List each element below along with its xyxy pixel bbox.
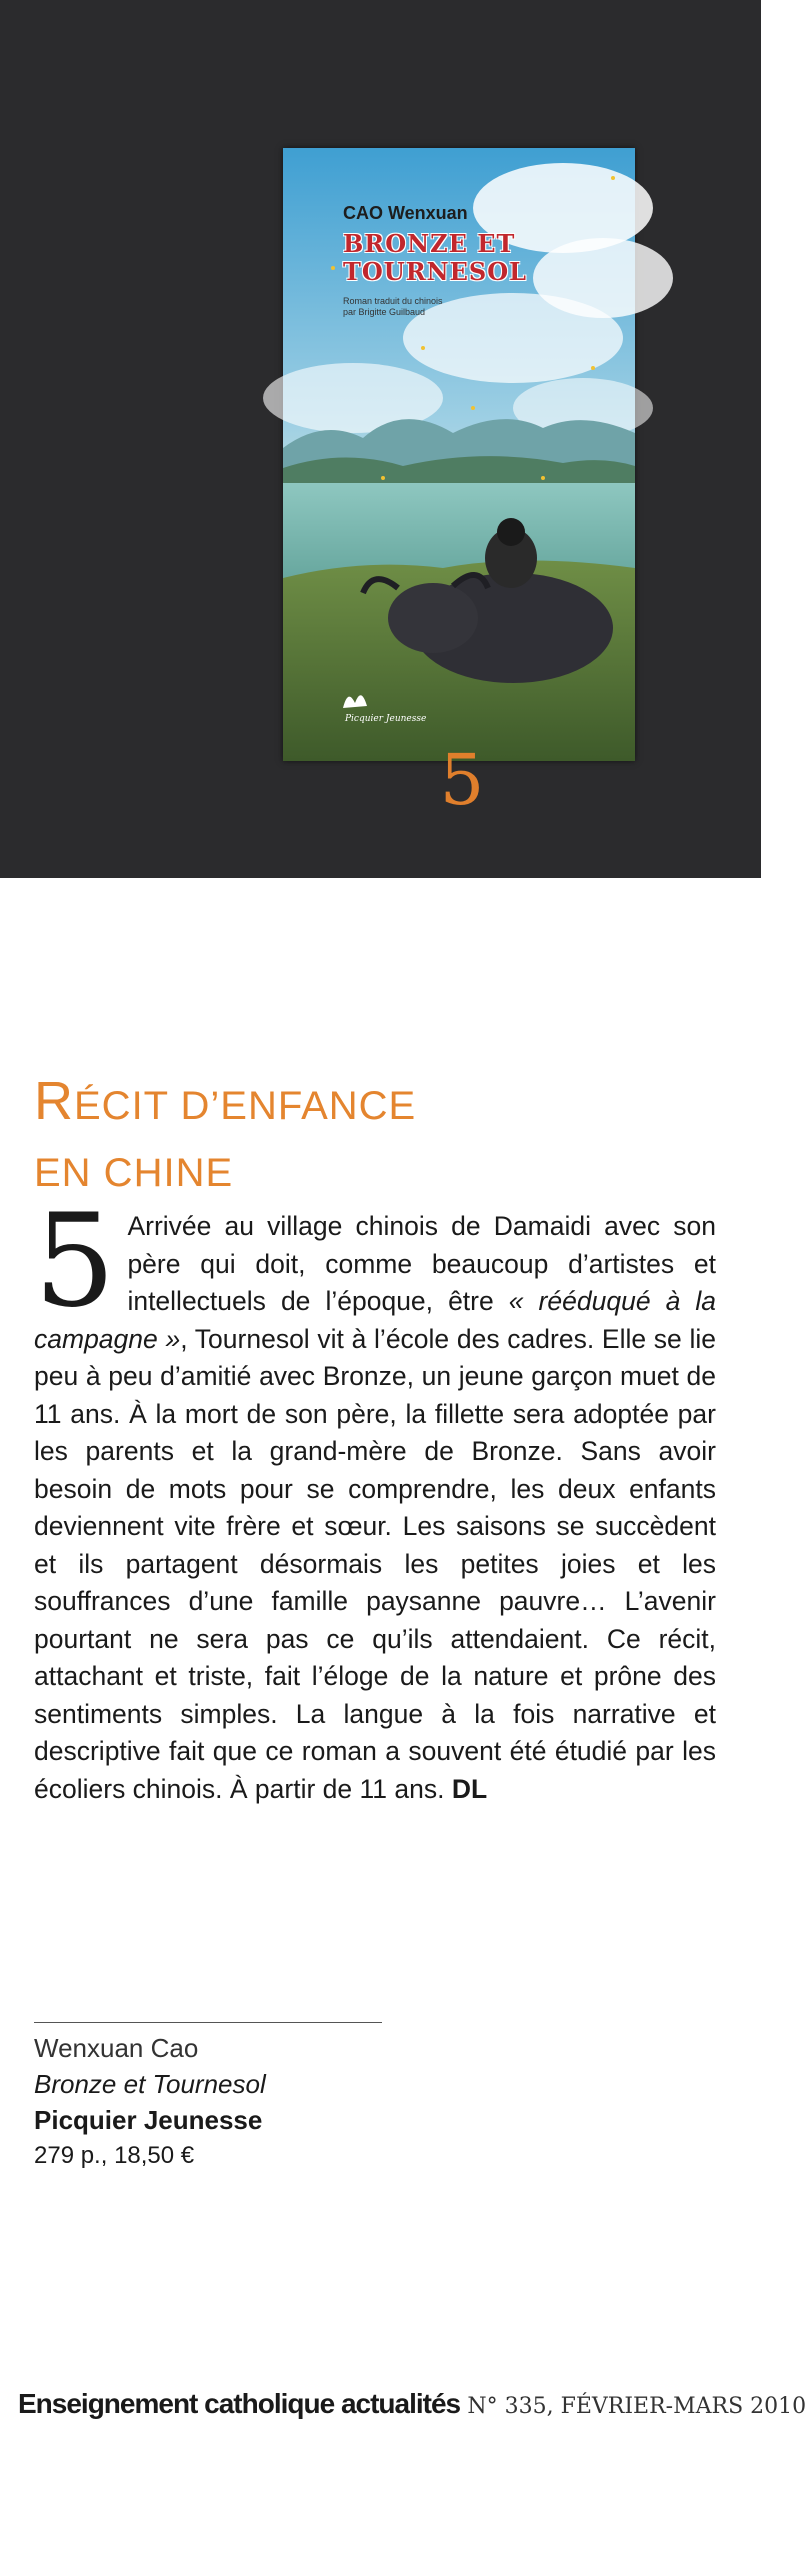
footer-issue: N° 335, FÉVRIER-MARS 2010 <box>467 2394 806 2419</box>
article-title <box>34 1070 714 1204</box>
body-quote: « rééduqué à la campagne » <box>34 1286 716 1354</box>
credit-book-title: Bronze et Tournesol <box>34 2069 266 2099</box>
cover-subtitle-line2: par Brigitte Guilbaud <box>343 307 426 317</box>
cover-subtitle-line1: Roman traduit du chinois <box>343 296 443 306</box>
footer-magazine: Enseignement catholique actualités <box>18 2388 461 2419</box>
cover-subtitle <box>343 296 503 318</box>
title-line1-rest: ÉCIT D’ENFANCE <box>74 1084 417 1128</box>
drop-cap-number: 5 <box>34 1187 116 1336</box>
article-title-line2 <box>34 1137 714 1204</box>
page-footer <box>18 2388 806 2420</box>
credit-author: Wenxuan Cao <box>34 2033 199 2063</box>
title-line2-lead: EN C <box>34 1151 134 1195</box>
cover-title-line1: BRONZE ET <box>343 229 516 258</box>
credit-details: 279 p., 18,50 € <box>34 2142 195 2169</box>
title-line1-initial: R <box>34 1071 74 1131</box>
credit-publisher: Picquier Jeunesse <box>34 2105 263 2135</box>
body-rest: , Tournesol vit à l’école des cadres. Elle se lie peu à peu d’amitié avec Bronze, un jeune garçon muet de 11 ans. À la mort de son père, la fillette sera adoptée par les parents et la grand-mère de Bronze. Sans avoir besoin de mots pour se comprendre, les deux enfants deviennent vite frère et sœur. Les saisons se succèdent et ils partagent désormais les petites joies et les souffrances d’une famille paysanne pauvre… L’avenir pourtant ne sera pas ce qu’ils attendaient. Ce récit, attachant et triste, fait l’éloge de la nature et prône des sentiments simples. La langue à la fois narrative et descriptive fait que ce roman a souvent été étudié par les écoliers chinois. À partir de 11 ans. <box>34 1323 716 1804</box>
title-line2-rest: HINE <box>133 1151 234 1195</box>
article-title-line1 <box>34 1070 714 1137</box>
article-body <box>34 1187 716 1808</box>
author-signature: DL <box>451 1773 488 1804</box>
cover-title <box>343 230 603 286</box>
book-cover <box>283 148 635 761</box>
book-credits <box>34 2030 534 2174</box>
rank-number: 5 <box>439 739 485 821</box>
cover-author: CAO Wenxuan <box>343 203 468 223</box>
cover-publisher: Picquier Jeunesse <box>345 714 427 724</box>
body-intro: Arrivée au village chinois de Damaidi avec son père qui doit, comme beaucoup d’artistes et intellectuels de l’époque, être <box>127 1211 716 1316</box>
cover-title-line2: TOURNESOL <box>343 257 527 286</box>
credits-divider <box>34 2022 382 2023</box>
